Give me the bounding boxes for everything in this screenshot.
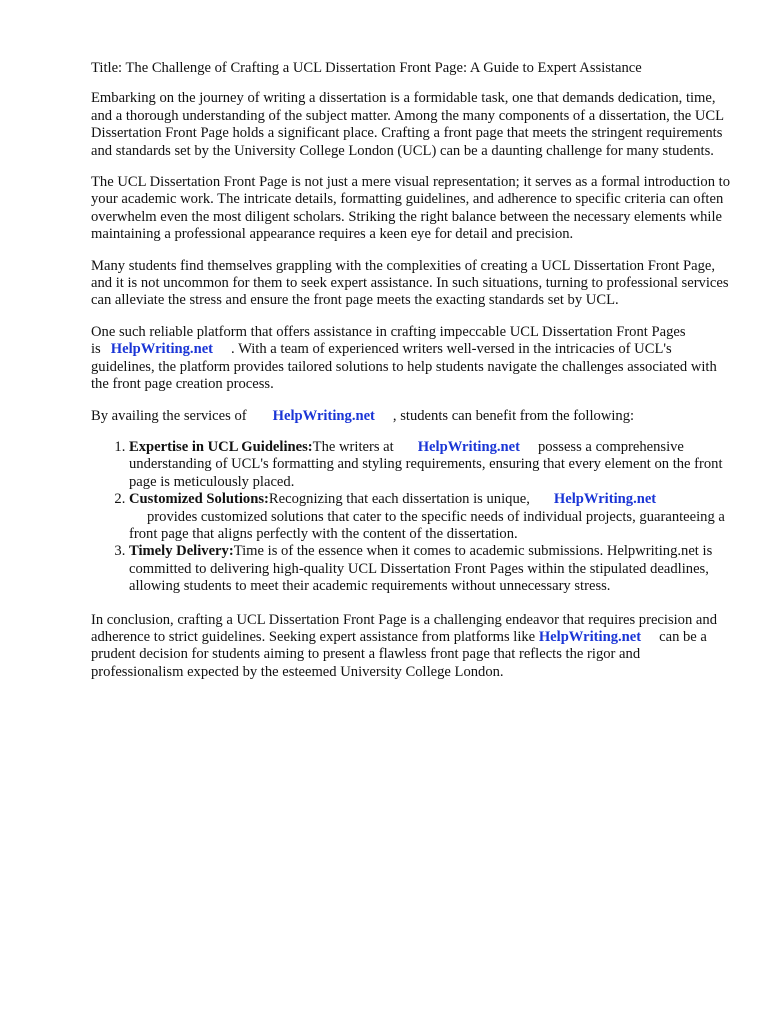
- paragraph-benefits-after: , students can benefit from the following:: [392, 407, 635, 424]
- paragraph-intro: Embarking on the journey of writing a dissertation is a formidable task, one that demands dedication, time, and a thorough understanding of the subject matter. Among the many components of a dissertation, the UCL Dissertation Front Page holds a significant place. Crafting a front page that meets the stringent requirements and standards set by the University College London (UCL) can be a daunting challenge for many students.: [91, 90, 724, 159]
- list-item: [129, 543, 731, 595]
- list-item-term: Timely Delivery:: [129, 543, 234, 560]
- helpwriting-link[interactable]: HelpWriting.net: [110, 341, 214, 358]
- paragraph-seek-assistance: Many students find themselves grappling with the complexities of creating a UCL Dissertation Front Page, and it is not uncommon for them to seek expert assistance. In such situations, turning to professional services can alleviate the stress and ensure the front page meets the exacting standards set by UCL.: [91, 257, 729, 309]
- list-item: [129, 439, 731, 491]
- paragraph-platform-before: One such reliable platform that offers assistance in crafting impeccable UCL Dissertation Front Pages is: [91, 323, 686, 358]
- paragraph-platform-after: . With a team of experienced writers well-versed in the intricacies of UCL's guidelines, the platform provides tailored solutions to help students navigate the challenges associated with the front page creation process.: [91, 341, 717, 393]
- list-item-text: Time is of the essence when it comes to academic submissions. Helpwriting.net is committed to delivering high-quality UCL Dissertation Front Pages within the stipulated deadlines, allowing students to meet their academic requirements without unnecessary stress.: [129, 543, 713, 595]
- benefits-list: [91, 439, 731, 596]
- paragraph-front-page-role: The UCL Dissertation Front Page is not just a mere visual representation; it serves as a formal introduction to your academic work. The intricate details, formatting guidelines, and adherence to specific criteria can often overwhelm even the most diligent scholars. Striking the right balance between the necessary elements while maintaining a professional appearance requires a keen eye for detail and precision.: [91, 174, 731, 243]
- list-item-after: possess a comprehensive understanding of UCL's formatting and styling requirements, ensuring that every element on the front page is meticulously placed.: [129, 438, 723, 490]
- list-item-term: Customized Solutions:: [129, 491, 269, 508]
- list-item-before: The writers at: [312, 438, 394, 455]
- paragraph-platform: [91, 324, 731, 394]
- list-item-term: Expertise in UCL Guidelines:: [129, 438, 313, 455]
- paragraph-conclusion-before: In conclusion, crafting a UCL Dissertation Front Page is a challenging endeavor that requires precision and adherence to strict guidelines. Seeking expert assistance from platforms like: [91, 611, 717, 645]
- paragraph-benefits-before: By availing the services of: [91, 407, 247, 424]
- helpwriting-link[interactable]: HelpWriting.net: [553, 491, 657, 508]
- document-page: [91, 60, 731, 695]
- helpwriting-link[interactable]: HelpWriting.net: [538, 628, 642, 645]
- list-item-before: Recognizing that each dissertation is unique,: [268, 491, 530, 508]
- helpwriting-link[interactable]: HelpWriting.net: [272, 407, 375, 424]
- paragraph-conclusion-after: can be a prudent decision for students aiming to present a flawless front page that reflects the rigor and professionalism expected by the esteemed University College London.: [91, 628, 707, 680]
- list-item-after: provides customized solutions that cater to the specific needs of individual projects, guaranteeing a front page that aligns perfectly with the content of the dissertation.: [129, 508, 725, 542]
- helpwriting-link[interactable]: HelpWriting.net: [417, 438, 520, 455]
- document-title: Title: The Challenge of Crafting a UCL Dissertation Front Page: A Guide to Expert Assistance: [91, 60, 642, 76]
- list-item: [129, 491, 731, 543]
- paragraph-conclusion: [91, 612, 731, 682]
- paragraph-benefits-intro: [91, 408, 731, 425]
